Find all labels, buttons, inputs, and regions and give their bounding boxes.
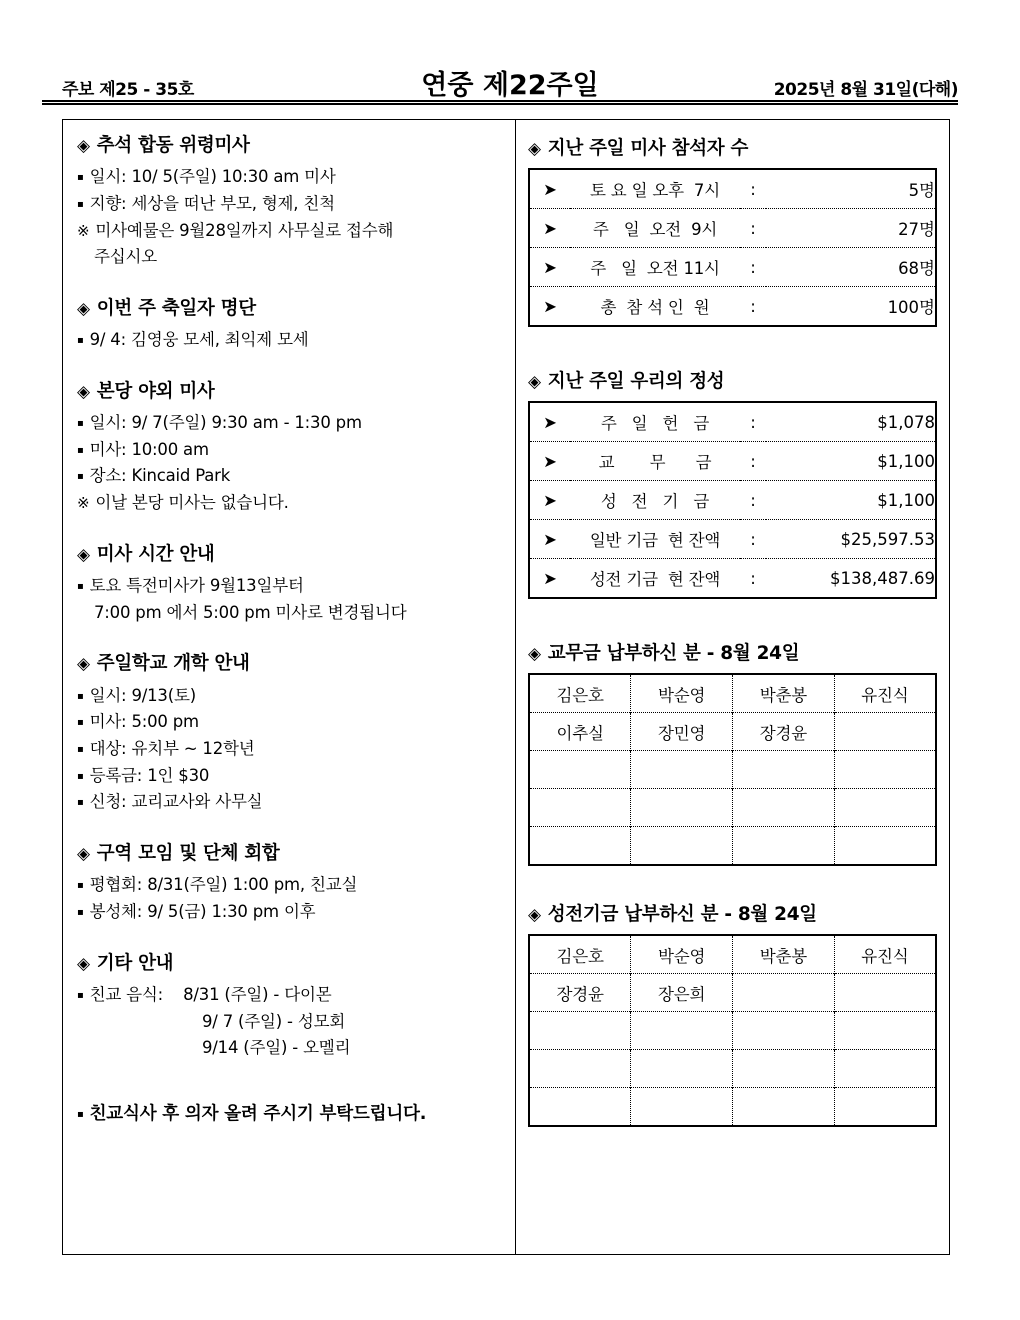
content-box — [62, 119, 950, 1255]
announcement-section — [77, 652, 505, 816]
colon-separator: : — [750, 179, 756, 199]
masthead — [62, 62, 958, 100]
section-heading — [77, 134, 505, 157]
spacer — [77, 1068, 505, 1088]
announcement-text: 봉성체: 9/ 5(금) 1:30 pm 이후 — [89, 901, 316, 921]
table-row — [529, 442, 936, 481]
announcement-text: 일시: 9/ 7(주일) 9:30 am - 1:30 pm — [89, 412, 362, 432]
arrow-icon: ➤ — [529, 442, 570, 481]
announcement-text: 신청: 교리교사와 사무실 — [89, 792, 263, 812]
donor-name-cell — [834, 713, 936, 751]
announcement-line — [77, 763, 505, 790]
square-bullet-icon: ▪ — [77, 471, 84, 483]
donor-name-cell: 박춘봉 — [733, 674, 835, 713]
arrow-icon: ➤ — [529, 209, 570, 248]
square-bullet-icon: ▪ — [77, 880, 84, 892]
colon-separator: : — [740, 520, 766, 559]
announcement-text: 지향: 세상을 떠난 부모, 형제, 친척 — [89, 193, 335, 213]
announcement-text: 미사: 10:00 am — [89, 439, 209, 459]
spacer — [77, 822, 505, 842]
donor-name-cell — [529, 827, 631, 866]
diamond-icon: ◈ — [77, 654, 90, 675]
header-divider-rule — [42, 100, 958, 105]
building-fund-donors-heading — [528, 900, 937, 926]
announcement-text: 등록금: 1인 $30 — [89, 765, 210, 785]
building-fund-donors-table — [528, 934, 937, 1127]
spacer — [528, 327, 937, 367]
diamond-icon: ◈ — [528, 905, 541, 925]
donor-name-cell — [834, 974, 936, 1012]
row-label: 일반 기금 현 잔액 — [570, 520, 740, 559]
spacer — [77, 932, 505, 952]
announcement-text: 친교 음식: 8/31 (주일) - 다이몬 — [89, 984, 332, 1004]
row-value: 5명 — [908, 181, 935, 200]
donor-name-cell — [733, 1088, 835, 1127]
announcement-text: 7:00 pm 에서 5:00 pm 미사로 변경됩니다 — [94, 602, 407, 622]
section-heading — [77, 543, 505, 566]
announcement-line — [77, 437, 505, 464]
donor-name-cell — [834, 827, 936, 866]
offerings-table — [528, 401, 937, 599]
section-heading — [77, 952, 505, 975]
bulletin-date: 2025년 8월 31일(다해) — [773, 80, 958, 100]
tithe-donors-heading — [528, 639, 937, 665]
donor-name-cell: 장민영 — [631, 713, 733, 751]
announcement-text: 9/ 7 (주일) - 성모회 — [202, 1011, 346, 1031]
section-heading-label: 이번 주 축일자 명단 — [96, 298, 256, 319]
announcement-line — [77, 164, 505, 191]
donor-name-cell: 유진식 — [834, 674, 936, 713]
closing-note — [77, 1100, 505, 1128]
table-row — [529, 402, 936, 442]
colon-separator: : — [740, 248, 766, 287]
diamond-icon: ◈ — [528, 372, 541, 392]
donor-name-cell — [834, 789, 936, 827]
announcement-text: 일시: 9/13(토) — [89, 685, 196, 705]
spacer — [528, 866, 937, 900]
donor-name-cell — [529, 1012, 631, 1050]
square-bullet-icon: ▪ — [77, 444, 84, 456]
reference-mark-icon: ※ — [77, 221, 90, 240]
spacer — [77, 277, 505, 297]
donor-name-cell: 장은희 — [631, 974, 733, 1012]
colon-separator: : — [750, 412, 756, 432]
table-row — [529, 935, 936, 974]
arrow-icon: ➤ — [529, 248, 570, 287]
colon-separator: : — [740, 209, 766, 248]
donor-name-cell — [834, 751, 936, 789]
page-title: 연중 제22주일 — [421, 70, 599, 101]
donor-name-cell — [834, 1088, 936, 1127]
announcement-line — [77, 463, 505, 490]
donor-name-cell — [631, 1050, 733, 1088]
row-value: 100명 — [766, 287, 936, 327]
donor-name-cell — [733, 789, 835, 827]
row-label: 교 무 금 — [570, 442, 740, 481]
spacer — [77, 1088, 505, 1100]
announcement-line — [77, 1009, 505, 1036]
attendance-table — [528, 168, 937, 327]
announcement-text: 이날 본당 미사는 없습니다. — [95, 493, 289, 513]
row-label: 성전 기금 현 잔액 — [570, 559, 740, 599]
table-row — [529, 751, 936, 789]
square-bullet-icon: ▪ — [77, 770, 84, 782]
table-row — [529, 789, 936, 827]
colon-separator: : — [740, 559, 766, 599]
table-row — [529, 287, 936, 327]
donor-name-cell — [733, 827, 835, 866]
table-row — [529, 1050, 936, 1088]
diamond-icon: ◈ — [77, 136, 90, 156]
table-row — [529, 209, 936, 248]
closing-note-text: 친교식사 후 의자 올려 주시기 부탁드립니다. — [89, 1103, 427, 1124]
arrow-icon: ➤ — [529, 559, 570, 599]
announcement-text: 9/14 (주일) - 오멜리 — [202, 1038, 351, 1058]
donor-name-cell — [529, 751, 631, 789]
diamond-icon: ◈ — [77, 844, 90, 865]
announcement-line — [77, 191, 505, 218]
section-heading-label: 추석 합동 위령미사 — [96, 135, 250, 156]
announcement-text: 일시: 10/ 5(주일) 10:30 am 미사 — [89, 167, 336, 187]
table-row — [529, 559, 936, 599]
table-row — [529, 1088, 936, 1127]
section-heading-label: 미사 시간 안내 — [96, 543, 215, 565]
diamond-icon: ◈ — [77, 381, 90, 402]
right-column — [516, 120, 949, 1254]
announcement-line — [77, 872, 505, 899]
spacer — [77, 523, 505, 543]
spacer — [528, 599, 937, 639]
colon-separator: : — [740, 481, 766, 520]
announcement-text: 주십시오 — [94, 247, 157, 267]
table-row — [529, 248, 936, 287]
spacer — [77, 360, 505, 380]
donor-name-cell: 김은호 — [556, 685, 604, 705]
diamond-icon: ◈ — [528, 139, 541, 159]
donor-name-cell — [834, 1050, 936, 1088]
section-heading — [77, 297, 505, 320]
section-heading — [77, 380, 505, 403]
announcement-line — [77, 789, 505, 816]
attendance-heading — [528, 134, 937, 160]
announcement-text: 토요 특전미사가 9월13일부터 — [89, 575, 304, 595]
table-row — [529, 169, 936, 209]
building-fund-donors-heading-label: 성전기금 납부하신 분 - 8월 24일 — [547, 904, 817, 925]
row-label: 주 일 오전 11시 — [570, 248, 740, 287]
square-bullet-icon: ▪ — [77, 580, 84, 592]
announcement-text: 평협회: 8/31(주일) 1:00 pm, 친교실 — [89, 875, 358, 895]
square-bullet-icon: ▪ — [77, 198, 84, 210]
row-value: $1,078 — [877, 412, 935, 432]
announcement-text: 9/ 4: 김영웅 모세, 최익제 모세 — [89, 330, 309, 350]
donor-name-cell — [733, 751, 835, 789]
donor-name-cell: 장경윤 — [733, 713, 835, 751]
announcement-section — [77, 842, 505, 926]
announcement-section — [77, 134, 505, 271]
table-row — [529, 674, 936, 713]
donor-name-cell — [529, 1050, 631, 1088]
section-heading — [77, 652, 505, 675]
section-heading-label: 구역 모임 및 단체 회합 — [96, 843, 280, 865]
donor-name-cell: 이추실 — [529, 713, 631, 751]
announcement-line — [77, 600, 505, 627]
square-bullet-icon: ▪ — [77, 417, 84, 429]
bulletin-issue-number: 주보 제25 - 35호 — [62, 80, 194, 100]
row-value: 27명 — [766, 209, 936, 248]
attendance-heading-label: 지난 주일 미사 참석자 수 — [547, 138, 749, 159]
announcement-text: 미사예물은 9월28일까지 사무실로 접수해 — [95, 220, 394, 240]
square-bullet-icon: ▪ — [77, 717, 84, 729]
row-value: $1,100 — [766, 442, 936, 481]
arrow-icon: ➤ — [543, 412, 557, 432]
donor-name-cell — [733, 1050, 835, 1088]
announcement-line — [77, 1035, 505, 1062]
donor-name-cell — [631, 789, 733, 827]
announcement-line — [77, 244, 505, 271]
announcement-line — [77, 490, 505, 517]
square-bullet-icon: ▪ — [77, 797, 84, 809]
donor-name-cell — [529, 1088, 631, 1127]
diamond-icon: ◈ — [77, 953, 90, 974]
donor-name-cell: 김은호 — [556, 946, 604, 966]
section-heading-label: 주일학교 개학 안내 — [96, 653, 250, 675]
square-bullet-icon: ▪ — [77, 906, 84, 918]
diamond-icon: ◈ — [528, 644, 541, 664]
donor-name-cell: 장경윤 — [529, 974, 631, 1012]
donor-name-cell — [529, 789, 631, 827]
announcement-section — [77, 952, 505, 1062]
announcement-section — [77, 297, 505, 354]
diamond-icon: ◈ — [77, 299, 90, 319]
tithe-donors-heading-label: 교무금 납부하신 분 - 8월 24일 — [547, 643, 800, 664]
row-value: 68명 — [766, 248, 936, 287]
arrow-icon: ➤ — [529, 481, 570, 520]
spacer — [77, 632, 505, 652]
announcement-line — [77, 899, 505, 926]
donor-name-cell — [631, 1012, 733, 1050]
row-label: 주 일 오전 9시 — [570, 209, 740, 248]
donor-name-cell — [631, 751, 733, 789]
table-row — [529, 1012, 936, 1050]
announcement-text: 미사: 5:00 pm — [89, 712, 199, 732]
announcement-line — [77, 709, 505, 736]
square-bullet-icon: ▪ — [77, 335, 84, 347]
donor-name-cell: 박순영 — [631, 674, 733, 713]
square-bullet-icon: ▪ — [77, 743, 84, 755]
row-label: 주 일 헌 금 — [600, 414, 710, 433]
row-value: $138,487.69 — [766, 559, 936, 599]
table-row — [529, 974, 936, 1012]
donor-name-cell: 박춘봉 — [733, 935, 835, 974]
donor-name-cell — [733, 974, 835, 1012]
announcement-line — [77, 573, 505, 600]
announcement-section — [77, 380, 505, 517]
offerings-heading — [528, 367, 937, 393]
announcement-line — [77, 982, 505, 1009]
donor-name-cell — [631, 827, 733, 866]
left-column — [63, 120, 516, 1254]
section-heading-label: 기타 안내 — [96, 952, 174, 974]
colon-separator: : — [740, 442, 766, 481]
table-row — [529, 481, 936, 520]
square-bullet-icon: ▪ — [77, 172, 84, 184]
announcement-text: 대상: 유치부 ~ 12학년 — [89, 738, 255, 758]
square-bullet-icon: ▪ — [77, 690, 84, 702]
announcement-section — [77, 543, 505, 627]
reference-mark-icon: ※ — [77, 494, 90, 513]
arrow-icon: ➤ — [529, 287, 570, 327]
donor-name-cell — [834, 1012, 936, 1050]
row-label: 토 요 일 오후 7시 — [590, 181, 720, 200]
donor-name-cell: 박순영 — [631, 935, 733, 974]
donor-name-cell: 유진식 — [834, 935, 936, 974]
arrow-icon: ➤ — [529, 520, 570, 559]
table-row — [529, 520, 936, 559]
row-value: $1,100 — [766, 481, 936, 520]
diamond-icon: ◈ — [77, 544, 90, 565]
offerings-heading-label: 지난 주일 우리의 정성 — [547, 371, 725, 392]
announcement-line — [77, 683, 505, 710]
announcement-text: 장소: Kincaid Park — [89, 466, 231, 486]
announcement-line — [77, 736, 505, 763]
donor-name-cell — [631, 1088, 733, 1127]
table-row — [529, 827, 936, 866]
square-bullet-icon: ▪ — [77, 989, 84, 1001]
arrow-icon: ➤ — [543, 179, 557, 199]
row-label: 총 참 석 인 원 — [570, 287, 740, 327]
announcement-line — [77, 218, 505, 245]
table-row — [529, 713, 936, 751]
colon-separator: : — [740, 287, 766, 327]
section-heading-label: 본당 야외 미사 — [96, 380, 215, 402]
row-value: $25,597.53 — [766, 520, 936, 559]
announcement-line — [77, 410, 505, 437]
donor-name-cell — [733, 1012, 835, 1050]
announcement-line — [77, 327, 505, 354]
section-heading — [77, 842, 505, 865]
square-bullet-icon: ▪ — [77, 1108, 84, 1120]
tithe-donors-table — [528, 673, 937, 866]
row-label: 성 전 기 금 — [570, 481, 740, 520]
